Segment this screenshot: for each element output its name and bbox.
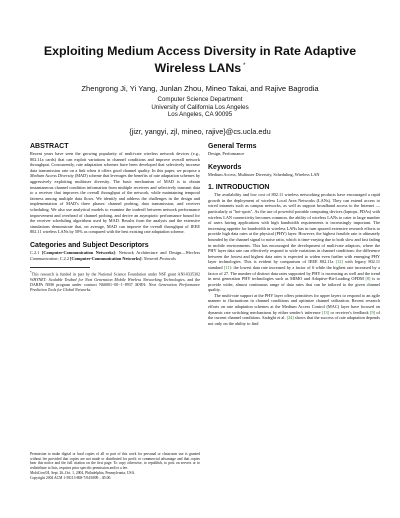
intro-p1-text: with legacy 802.11 standard — [208, 259, 380, 270]
footnote-part2: , and the DARPA NMS program under contract N66001−00−1−8937 — [30, 276, 200, 287]
paper-title — [30, 44, 370, 76]
cat-bold2: [Computer-Communication Networks] — [70, 255, 142, 261]
cat-part1: C.2.1 — [30, 249, 42, 255]
citation-link[interactable]: [13] — [321, 309, 330, 315]
citation-link[interactable]: [8] — [365, 276, 371, 282]
footnote — [30, 270, 200, 292]
intro-p2-text: The multi-rate support at the PHY layer offers primitives for upper layers to respond to an agile manner to fluctuations in channel conditions and optimize channel utilization. Recent research efforts on rate adaptation schemes at the Medium Access Control (MAC) layer have focused on dynamic rate switching mechanisms by either sender's inference — [208, 292, 380, 315]
general-terms-text: Design, Performance — [208, 151, 245, 156]
footnote-italic2: MAYA: Next Generation Performance Prediction Tools for Global Networks — [30, 281, 200, 292]
intro-paragraph-2 — [208, 293, 380, 327]
footnote-rule — [30, 267, 90, 268]
affiliation-univ: University of California Los Angeles — [151, 103, 249, 111]
abstract-text-emph: Medium Access Diversity — [30, 173, 74, 179]
intro-p1-text: The availability and low cost of 802.11 wireless networking products have encouraged a rapid growth in the deployment of wireless Local Area Networks (LANs). They can extend access to wired intranets such as campus networks, as well as support broadband access to the Internet — particularly at "hot-spots". As the use of powerful portable computing devices (laptops, PDAs) with wireless LAN connectivity becomes common, the ability of wireless LANs to cater to large number of users having applications with high bandwidth requirements is increasingly important. The increasing appetite for bandwidth in wireless LANs has in turn spurred extensive research efforts to provide high data rates at the physical (PHY) layer. However, the highest feasible rate is ultimately bounded by the channel signal to noise ratio, which is time-varying due to both slow and fast fading in mobile environments. This has encouraged the development of multi-rate adaptors, where the PHY layer data rate can effectively respond to wide variations in channel conditions: the difference between the lowest and highest data rates is expected to widen even further with emerging PHY layer technologies. This is evident by comparison of IEEE 802.11a — [208, 192, 380, 265]
keywords-heading: Keywords — [208, 163, 242, 171]
right-column — [208, 142, 380, 332]
copyright-line: Copyright 2004 ACM 1-58113-868-7/04/0009 ...$5.00. — [30, 475, 112, 480]
affiliation — [20, 96, 380, 119]
keywords-text: Medium Access, Multiuser Diversity, Scheduling, Wireless LAN — [208, 171, 320, 177]
cat-part3: ; C.2.2 — [57, 255, 71, 261]
footnote-italic1: WHYNET: Scalable Testbed for Next Generation Mobile Wireless Networking Technologies — [30, 276, 185, 282]
footnote-mark: * — [30, 270, 32, 275]
abstract-heading: ABSTRACT — [30, 143, 69, 150]
permission-text: Permission to make digital or hard copies of all or part of this work for personal or classroom use is granted without fee provided that copies are not made or distributed for profit or commercial advantage and that copies bear this notice and the full citation on the first page. To copy otherwise, to republish, to post on servers or to redistribute to lists, requires prior specific permission and/or a fee. — [30, 452, 200, 471]
affiliation-dept: Computer Science Department — [157, 96, 243, 103]
intro-paragraph-1 — [208, 192, 380, 293]
abstract-section — [30, 142, 200, 235]
intro-p1-text: : the lowest data rate increased by a factor of 6 while the highest rate increased by a factor of 27. The number of distinct data rates supported by PHY is increasing as well and the trend in next generation PHY technologies such as MIMO and Adaptive-Bit-Loading OFDM — [208, 264, 381, 282]
intro-p2-text: shows that the success of rate adaptation depends not only on the ability to find — [208, 315, 380, 326]
intro-p2-text: of the current channel conditions. Sadeghi et al. — [208, 309, 380, 321]
introduction-heading: 1. INTRODUCTION — [208, 184, 270, 192]
footnote-part1: This research is funded in part by the National Science Foundation under NSF grant ANI-0335302 — [31, 271, 200, 277]
title-footnote-mark: * — [243, 63, 246, 69]
general-terms-heading: General Terms — [208, 143, 257, 150]
intro-p1-text: is to provide wider, almost continuous range of data rates that can be tailored to the given channel quality. — [208, 276, 381, 293]
citation-link[interactable]: [12] — [335, 259, 343, 265]
introduction-section — [208, 183, 380, 326]
footnote-part3: . — [90, 286, 92, 292]
title-text: Exploiting Medium Access Diversity in Rate Adaptive Wireless LANs — [43, 44, 357, 76]
categories-text — [30, 250, 200, 261]
cat-part2: : Network Architecture and Design— — [114, 249, 186, 255]
categories-heading: Categories and Subject Descriptors — [30, 241, 149, 249]
author-emails: {jizr, yangyi, zjl, mineo, rajive}@cs.ucla.edu — [129, 127, 271, 136]
venue-name: MobiCom'04, — [30, 470, 51, 475]
citation-link[interactable]: [24] — [286, 315, 294, 321]
author-list: Zhengrong Ji, Yi Yang, Junlan Zhou, Mineo Takai, and Rajive Bagrodia — [81, 84, 319, 93]
cat-bold1: [Computer-Communication Networks] — [41, 249, 115, 255]
left-column — [30, 142, 200, 292]
general-terms-section — [208, 142, 380, 157]
citation-link[interactable]: [9] — [370, 309, 376, 315]
categories-section — [30, 241, 200, 261]
intro-p2-text: or receiver's feedback — [329, 309, 371, 315]
cat-part4: : — [141, 255, 144, 261]
cat-italic1: Wireless Communication — [30, 249, 201, 261]
affiliation-city: Los Angeles, CA 90095 — [167, 111, 233, 119]
abstract-text — [30, 151, 200, 235]
keywords-section — [208, 163, 380, 178]
citation-link[interactable]: [11] — [223, 264, 231, 270]
permission-notice — [30, 452, 200, 480]
venue-details: Sept. 26–Oct. 1, 2004, Philadelphia, Pennsylvania, USA. — [50, 470, 136, 475]
cat-italic2: Network Protocols — [143, 255, 176, 261]
abstract-text-part2: (MAD) scheme that leverages the benefits of rate adaptation schemes by aggressively exploiting multiuser diversity. The basic mechanism of MAD is to obtain instantaneous channel condition information from multiple receivers and selectively transmit data to a receiver that improves the overall throughput of the network, while maintaining temporal fairness among multiple data flows. We identify and address the challenges in the design and implementation of MAD's three phases: channel probing, data transmission, and receiver scheduling. We also use analytical models to examine the tradeoff between network performance improvement and overhead of channel probing, and derive an asymptotic performance bound for the receiver scheduling algorithms used by MAD. Results from the analysis and the extensive simulations demonstrate that, on average, MAD can improve the overall throughput of IEEE 802.11 wireless LANs by 50% as compared with the best existing rate adaptation scheme. — [30, 173, 201, 235]
abstract-text-part1: Recent years have seen the growing popularity of multi-rate wireless network devices (e.g., 802.11a cards) that can exploit variations in channel conditions and improve overall network throughput. Concurrently, rate adaptation schemes have been developed that selectively increase data transmission rate on a link when it offers good channel quality. In this paper, we propose a — [30, 151, 200, 173]
